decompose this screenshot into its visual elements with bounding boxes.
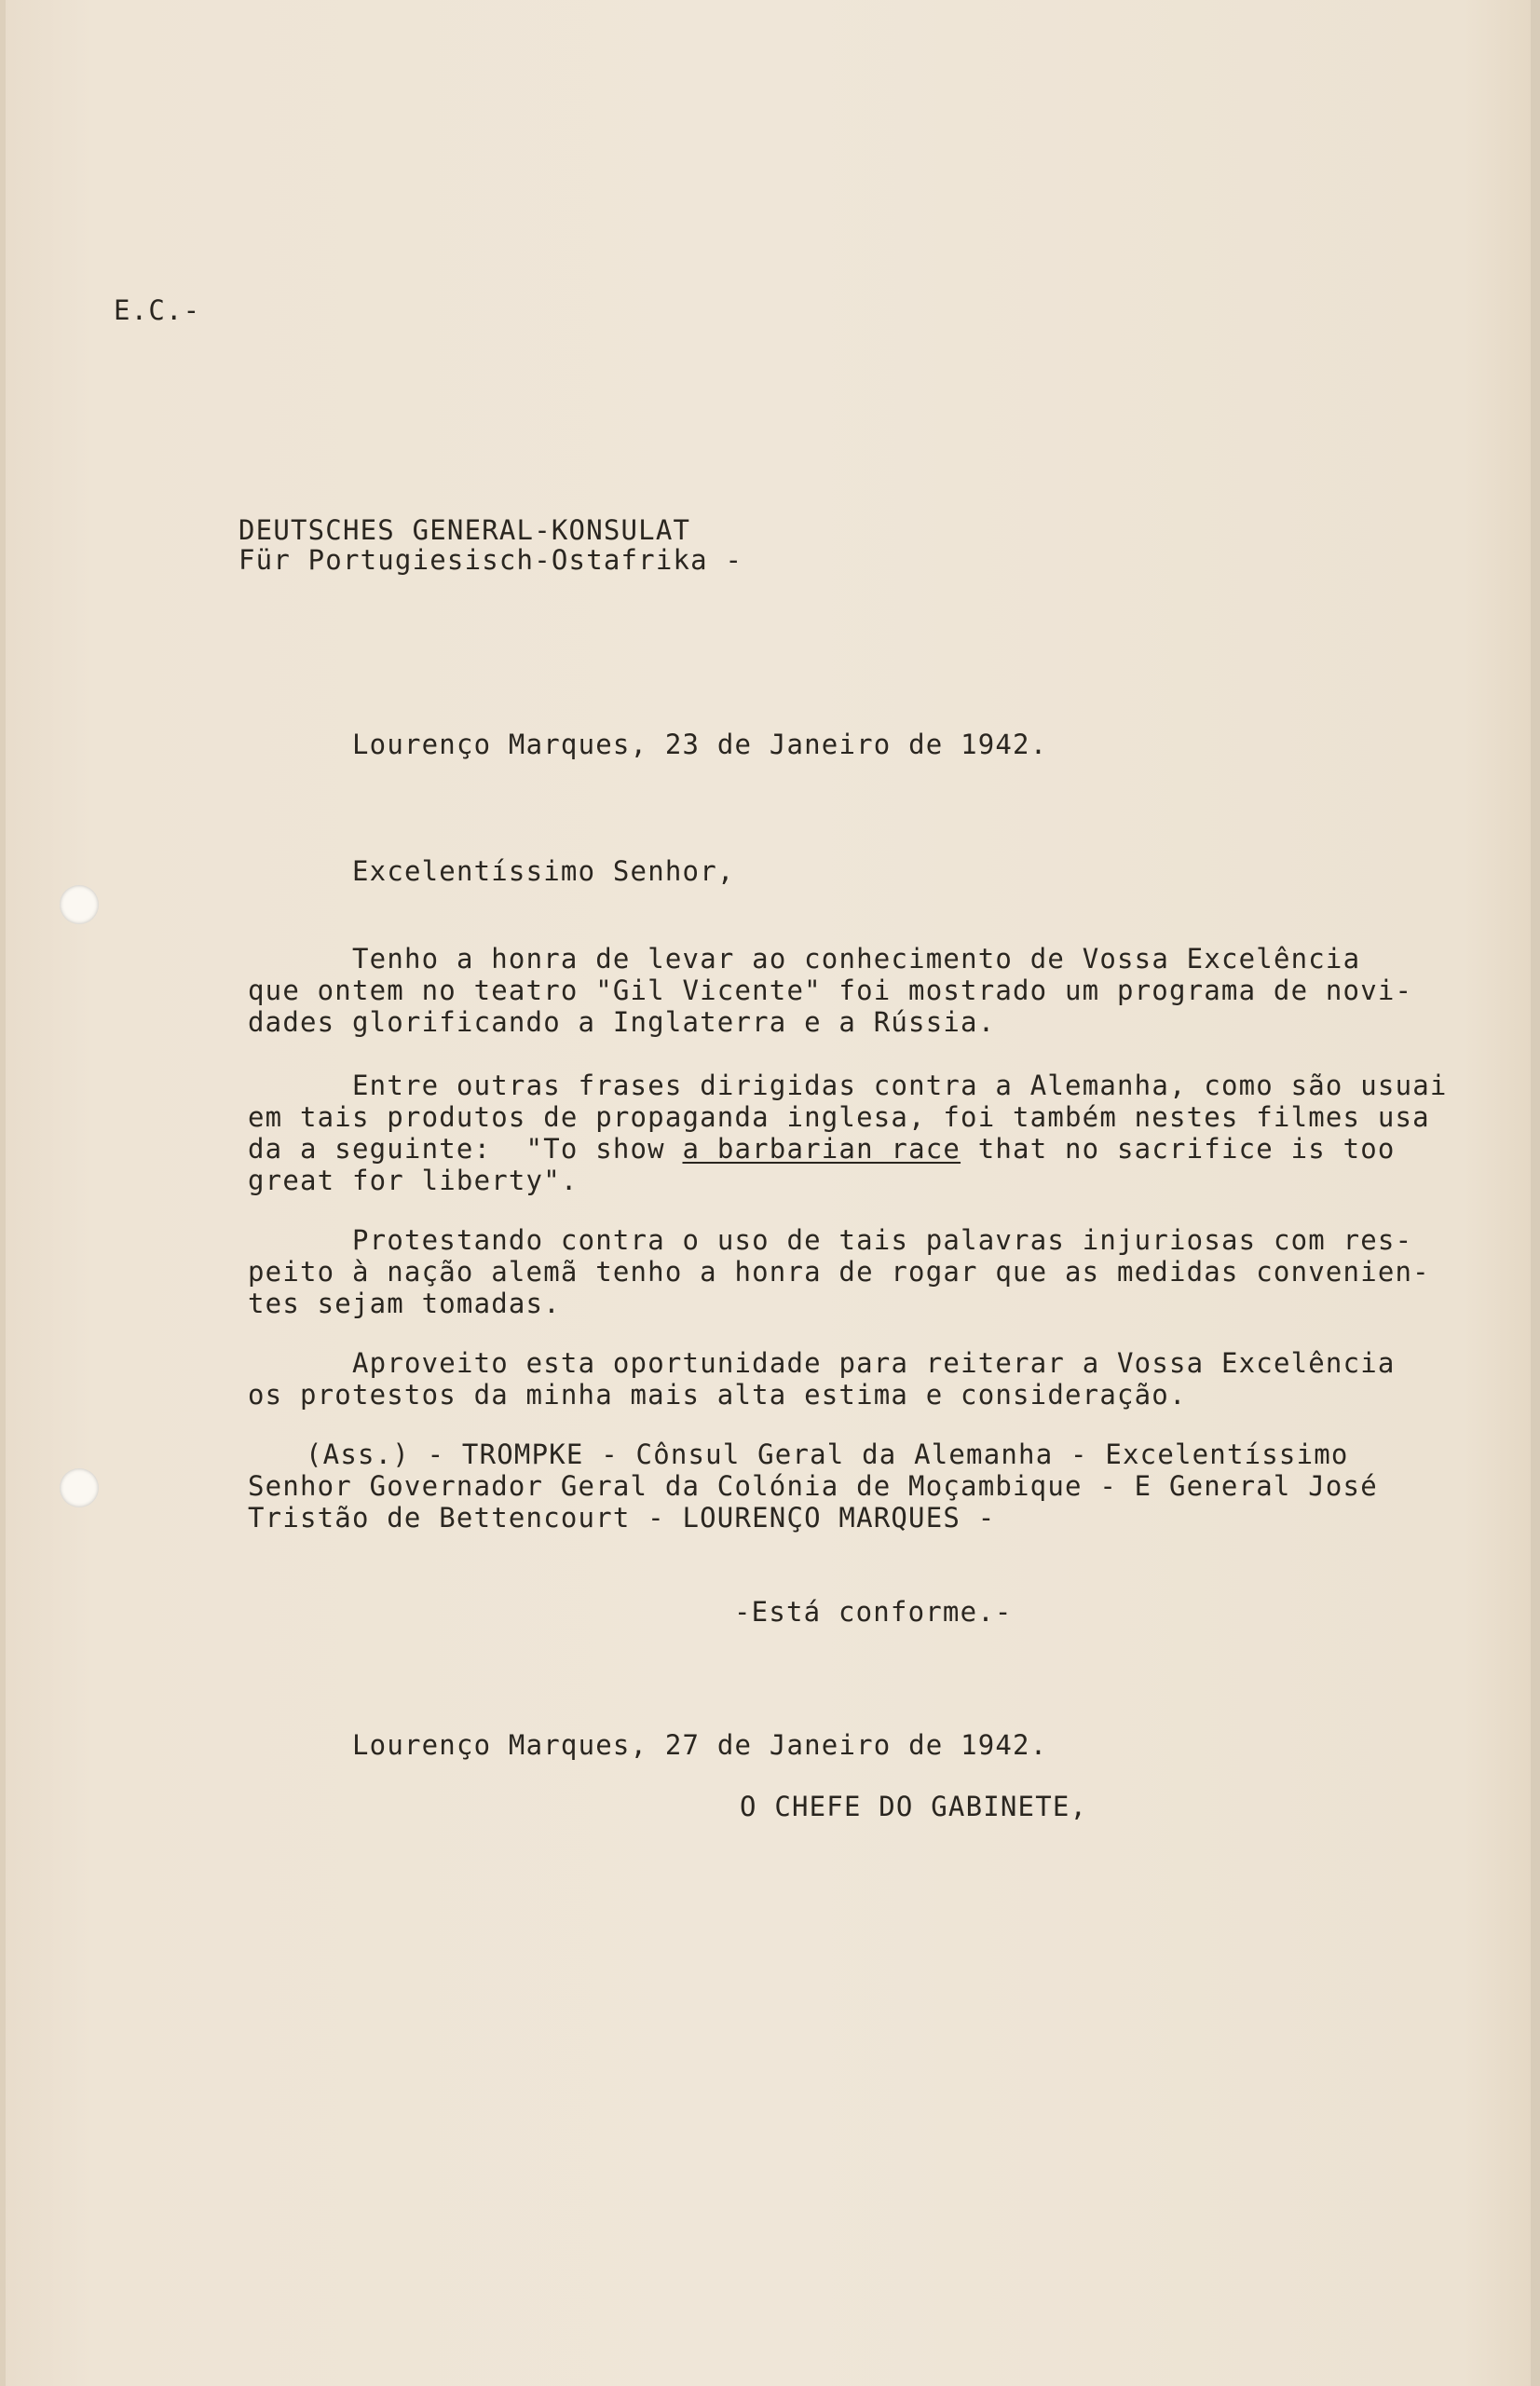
paragraph-3-line: Protestando contra o uso de tais palavras injuriosas com res-: [352, 1224, 1413, 1256]
salutation: Excelentíssimo Senhor,: [352, 855, 735, 887]
paragraph-1-line: dades glorificando a Inglaterra e a Rússia.: [248, 1006, 996, 1038]
letter-date: Lourenço Marques, 23 de Janeiro de 1942.: [352, 729, 1048, 760]
paragraph-4-line: os protestos da minha mais alta estima e consideração.: [248, 1379, 1187, 1411]
paper-right-edge: [1531, 0, 1540, 2386]
paragraph-1-line: que ontem no teatro "Gil Vicente" foi mostrado um programa de novi-: [248, 975, 1413, 1006]
signature-line: Tristão de Bettencourt - LOURENÇO MARQUES -: [248, 1502, 996, 1534]
signature-line: (Ass.) - TROMPKE - Cônsul Geral da Alemanha - Excelentíssimo: [306, 1438, 1349, 1470]
paragraph-1-line: Tenho a honra de levar ao conhecimento de Vossa Excelência: [352, 943, 1361, 975]
letterhead-line-1: DEUTSCHES GENERAL-KONSULAT: [238, 514, 691, 546]
punch-hole-bottom: [60, 1468, 99, 1507]
paper-left-edge: [0, 0, 6, 2386]
paragraph-2-line: em tais produtos de propaganda inglesa, foi também nestes filmes usa: [248, 1101, 1430, 1133]
paragraph-4-line: Aproveito esta oportunidade para reiterar a Vossa Excelência: [352, 1347, 1396, 1379]
paragraph-2-line: Entre outras frases dirigidas contra a Alemanha, como são usuai: [352, 1070, 1448, 1101]
closing-title: O CHEFE DO GABINETE,: [740, 1791, 1088, 1822]
quote-lead: da a seguinte: "To show: [248, 1133, 683, 1165]
punch-hole-top: [60, 885, 99, 924]
closing-date: Lourenço Marques, 27 de Janeiro de 1942.: [352, 1729, 1048, 1761]
paragraph-2-line: [248, 1133, 1396, 1165]
signature-line: Senhor Governador Geral da Colónia de Moçambique - E General José: [248, 1470, 1378, 1502]
letterhead-line-2: Für Portugiesisch-Ostafrika -: [238, 544, 743, 576]
paragraph-3-line: peito à nação alemã tenho a honra de rogar que as medidas convenien-: [248, 1256, 1430, 1288]
paragraph-2-line: great for liberty".: [248, 1165, 579, 1196]
quote-tail: that no sacrifice is too: [961, 1133, 1396, 1165]
reference-code: E.C.-: [114, 294, 201, 326]
certification-note: -Está conforme.-: [734, 1596, 1013, 1628]
paragraph-3-line: tes sejam tomadas.: [248, 1288, 561, 1319]
underlined-phrase: a barbarian race: [682, 1133, 961, 1165]
